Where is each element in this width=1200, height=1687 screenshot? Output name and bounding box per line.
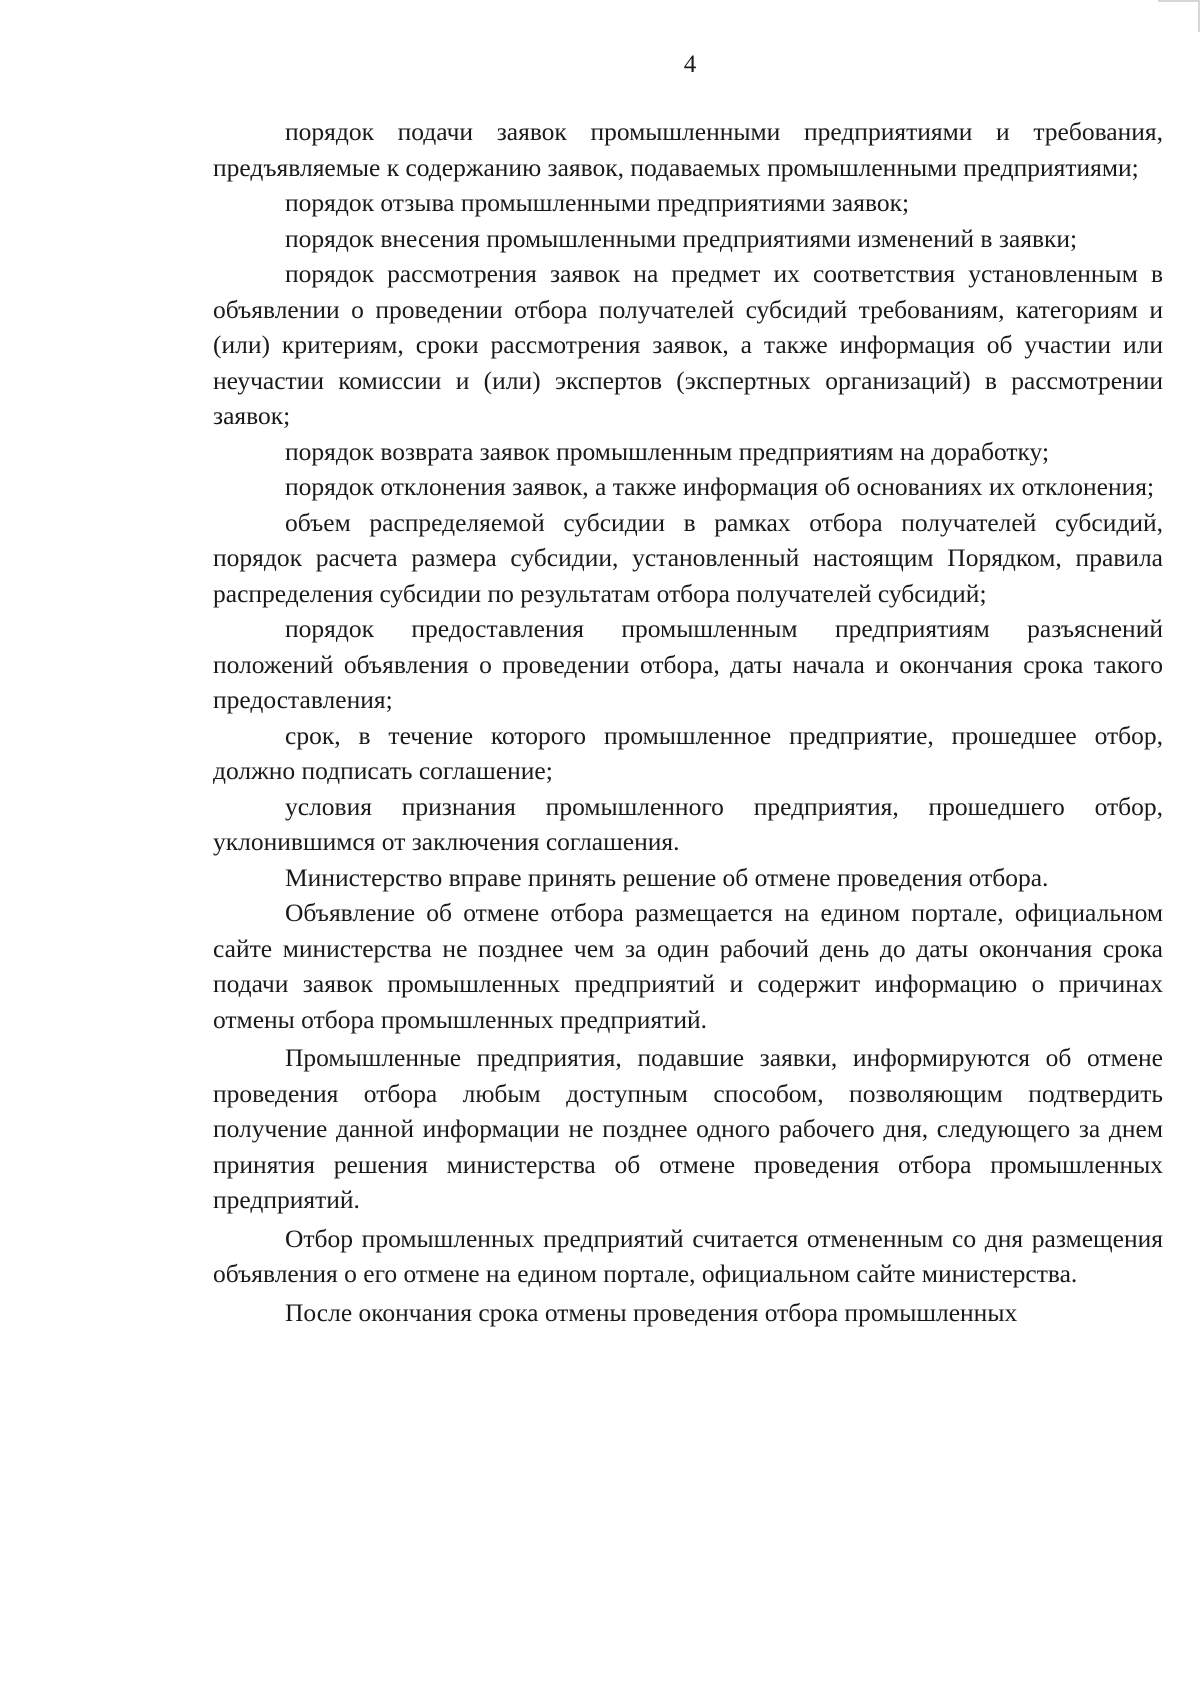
paragraph: После окончания срока отмены проведения отбора промышленных [285,1297,1018,1327]
scan-edge-mark [1158,0,1200,32]
paragraph: Министерство вправе принять решение об отмене проведения отбора. [285,862,1049,892]
paragraph: Объявление об отмене отбора размещается на едином портале, официальном сайте министерства не позднее чем за один рабочий день до даты окончания срока подачи заявок промышленных предприятий и содержит информацию о причинах отмены отбора промышленных предприятий. [213,898,1163,1034]
paragraph: порядок рассмотрения заявок на предмет их соответствия установленным в объявлении о проведении отбора получателей субсидий требованиям, категориям и (или) критериям, сроки рассмотрения заявок, а также информация об участии или неучастии комиссии и (или) экспертов (экспертных организаций) в рассмотрении заявок; [213,259,1163,430]
paragraph: порядок подачи заявок промышленными предприятиями и требования, предъявляемые к содержанию заявок, подаваемых промышленными предприятиями; [213,117,1163,182]
paragraph: Отбор промышленных предприятий считается отмененным со дня размещения объявления о его отмене на едином портале, официальном сайте министерства. [213,1223,1163,1288]
paragraph: порядок отклонения заявок, а также информация об основаниях их отклонения; [285,472,1155,501]
paragraph: объем распределяемой субсидии в рамках отбора получателей субсидий, порядок расчета размера субсидии, установленный настоящим Порядком, правила распределения субсидии по результатам отбора получателей субсидий; [213,507,1163,608]
document-body [213,114,1163,1330]
paragraph: условия признания промышленного предприятия, прошедшего отбор, уклонившимся от заключения соглашения. [213,791,1163,856]
page-number: 4 [683,51,697,78]
paragraph: порядок предоставления промышленным предприятиям разъяснений положений объявления о проведении отбора, даты начала и окончания срока такого предоставления; [213,614,1163,714]
paragraph: срок, в течение которого промышленное предприятие, прошедшее отбор, должно подписать соглашение; [213,720,1163,785]
paragraph: порядок отзыва промышленными предприятиями заявок; [285,188,910,217]
paragraph: Промышленные предприятия, подавшие заявки, информируются об отмене проведения отбора любым доступным способом, позволяющим подтвердить получение данной информации не позднее одного рабочего дня, следующего за днем принятия решения министерства об отмене проведения отбора промышленных предприятий. [213,1043,1163,1214]
paragraph: порядок внесения промышленными предприятиями изменений в заявки; [285,223,1078,253]
paragraph: порядок возврата заявок промышленным предприятиям на доработку; [285,436,1050,466]
